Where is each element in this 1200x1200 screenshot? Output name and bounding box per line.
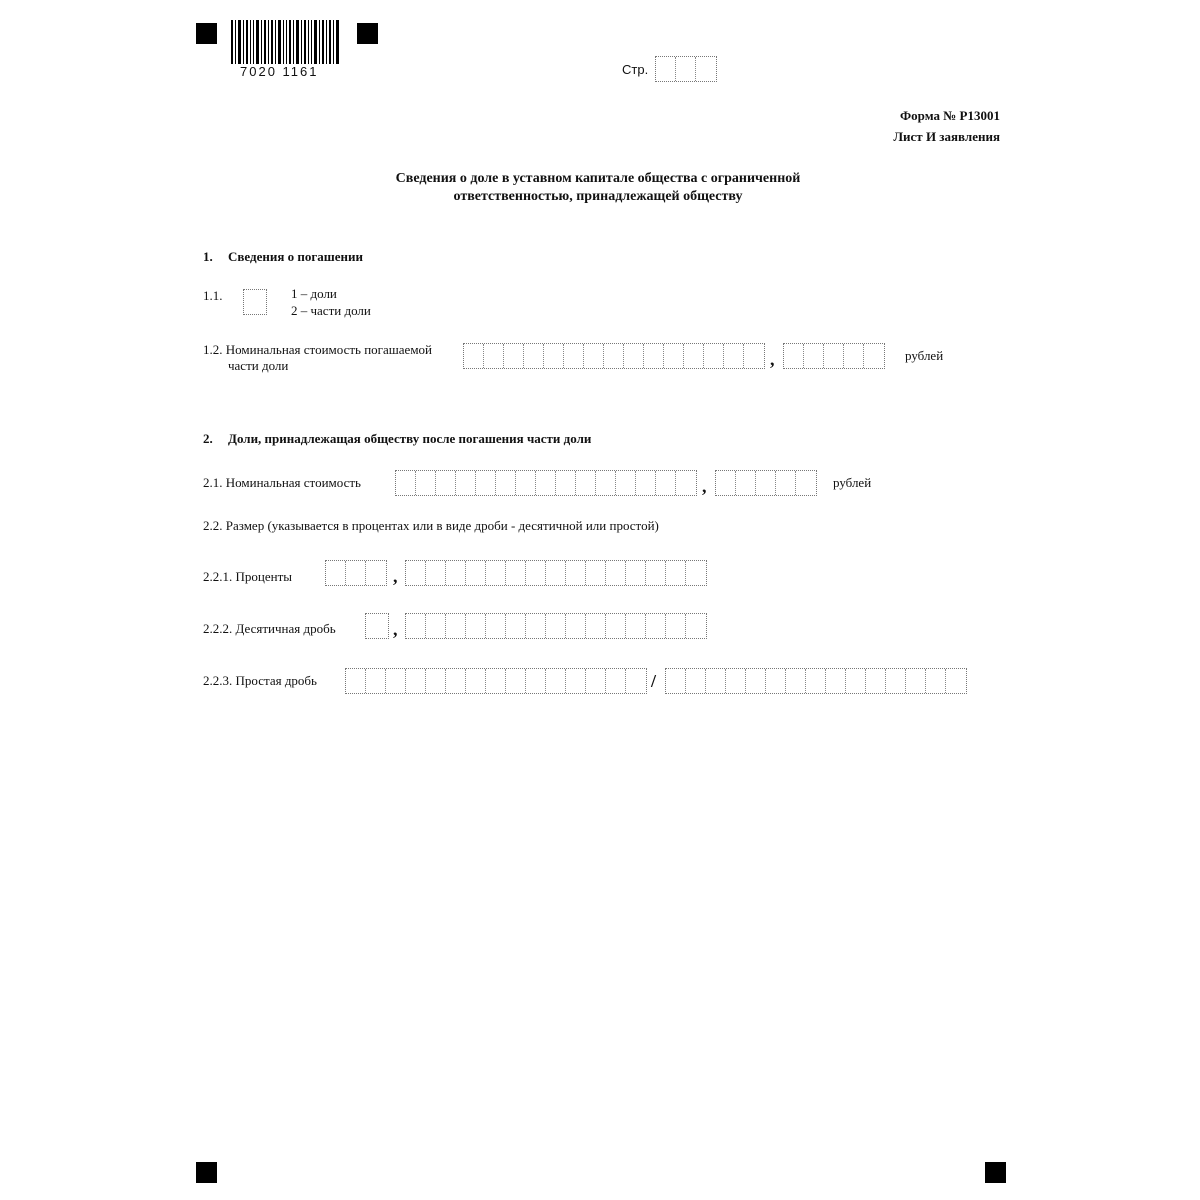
item-2-2-2-label: 2.2.2. Десятичная дробь (203, 621, 336, 636)
character-cell[interactable] (446, 669, 466, 693)
character-cell[interactable] (644, 344, 664, 368)
character-cell[interactable] (504, 344, 524, 368)
character-cell[interactable] (806, 669, 826, 693)
character-cell[interactable] (426, 561, 446, 585)
character-cell[interactable] (604, 344, 624, 368)
character-cell[interactable] (484, 344, 504, 368)
character-cell[interactable] (464, 344, 484, 368)
character-cell[interactable] (704, 344, 724, 368)
item-1-2-label-line-1: 1.2. Номинальная стоимость погашаемой (203, 342, 432, 357)
character-cell[interactable] (646, 614, 666, 638)
character-cell[interactable] (556, 471, 576, 495)
item-1-2-decimal-field[interactable] (783, 343, 885, 369)
character-cell[interactable] (426, 669, 446, 693)
item-2-2-2-integer-field[interactable] (365, 613, 389, 639)
character-cell[interactable] (486, 669, 506, 693)
item-2-1-decimal-field[interactable] (715, 470, 817, 496)
character-cell[interactable] (566, 561, 586, 585)
item-2-2-2-decimal-field[interactable] (405, 613, 707, 639)
character-cell[interactable] (526, 614, 546, 638)
character-cell[interactable] (624, 344, 644, 368)
character-cell[interactable] (626, 614, 646, 638)
item-2-2-label: 2.2. Размер (указывается в процентах или в виде дроби - десятичной или простой) (203, 518, 659, 533)
character-cell[interactable] (606, 561, 626, 585)
character-cell[interactable] (536, 471, 556, 495)
character-cell[interactable] (824, 344, 844, 368)
character-cell[interactable] (726, 669, 746, 693)
page-number-field[interactable] (655, 56, 717, 82)
character-cell[interactable] (864, 344, 884, 368)
item-2-2-1-label: 2.2.1. Проценты (203, 569, 292, 584)
character-cell[interactable] (646, 561, 666, 585)
item-2-1-label: 2.1. Номинальная стоимость (203, 475, 361, 490)
character-cell[interactable] (516, 471, 536, 495)
barcode-image (231, 20, 341, 66)
section-1-heading: Сведения о погашении (228, 249, 363, 264)
character-cell[interactable] (766, 669, 786, 693)
page-title-line-2: ответственностью, принадлежащей обществу (453, 189, 743, 204)
item-2-2-3-label: 2.2.3. Простая дробь (203, 673, 317, 688)
character-cell[interactable] (626, 669, 646, 693)
character-cell[interactable] (386, 669, 406, 693)
item-1-2-integer-field[interactable] (463, 343, 765, 369)
character-cell[interactable] (466, 614, 486, 638)
character-cell[interactable] (584, 344, 604, 368)
character-cell[interactable] (586, 561, 606, 585)
registration-marker-top-right (357, 23, 378, 44)
character-cell[interactable] (804, 344, 824, 368)
character-cell[interactable] (796, 471, 816, 495)
character-cell[interactable] (626, 561, 646, 585)
character-cell[interactable] (656, 57, 676, 81)
character-cell[interactable] (596, 471, 616, 495)
character-cell[interactable] (886, 669, 906, 693)
character-cell[interactable] (586, 669, 606, 693)
section-1-number: 1. (203, 249, 213, 264)
character-cell[interactable] (786, 669, 806, 693)
character-cell[interactable] (396, 471, 416, 495)
character-cell[interactable] (844, 344, 864, 368)
character-cell[interactable] (416, 471, 436, 495)
character-cell[interactable] (524, 344, 544, 368)
character-cell[interactable] (566, 614, 586, 638)
character-cell[interactable] (366, 669, 386, 693)
character-cell[interactable] (744, 344, 764, 368)
character-cell[interactable] (686, 669, 706, 693)
form-code-block (893, 105, 1000, 147)
registration-marker-top-left (196, 23, 217, 44)
character-cell[interactable] (456, 471, 476, 495)
character-cell[interactable] (784, 344, 804, 368)
character-cell[interactable] (676, 57, 696, 81)
page-title (300, 170, 896, 206)
character-cell[interactable] (846, 669, 866, 693)
character-cell[interactable] (326, 561, 346, 585)
character-cell[interactable] (426, 614, 446, 638)
character-cell[interactable] (606, 614, 626, 638)
item-1-2-separator: , (770, 349, 775, 369)
character-cell[interactable] (716, 471, 736, 495)
character-cell[interactable] (244, 290, 266, 314)
character-cell[interactable] (706, 669, 726, 693)
character-cell[interactable] (466, 561, 486, 585)
character-cell[interactable] (616, 471, 636, 495)
section-2-number: 2. (203, 431, 213, 446)
character-cell[interactable] (366, 561, 386, 585)
character-cell[interactable] (926, 669, 946, 693)
item-2-2-1-separator: , (393, 566, 398, 586)
section-2-heading: Доли, принадлежащая обществу после погашения части доли (228, 431, 592, 446)
character-cell[interactable] (636, 471, 656, 495)
character-cell[interactable] (746, 669, 766, 693)
character-cell[interactable] (506, 614, 526, 638)
character-cell[interactable] (406, 614, 426, 638)
character-cell[interactable] (866, 669, 886, 693)
character-cell[interactable] (446, 561, 466, 585)
barcode-number: 7020 1161 (240, 64, 319, 79)
character-cell[interactable] (486, 614, 506, 638)
item-2-2-3-separator: / (651, 671, 657, 691)
character-cell[interactable] (606, 669, 626, 693)
item-1-1-option-1: 1 – доли (291, 286, 337, 301)
character-cell[interactable] (506, 561, 526, 585)
character-cell[interactable] (496, 471, 516, 495)
character-cell[interactable] (346, 669, 366, 693)
character-cell[interactable] (676, 471, 696, 495)
character-cell[interactable] (566, 669, 586, 693)
character-cell[interactable] (366, 614, 388, 638)
character-cell[interactable] (684, 344, 704, 368)
character-cell[interactable] (506, 669, 526, 693)
character-cell[interactable] (686, 614, 706, 638)
character-cell[interactable] (946, 669, 966, 693)
item-1-2-label-line-2: части доли (228, 358, 289, 373)
page-number-label: Стр. (622, 62, 649, 77)
item-2-2-3-denominator-field[interactable] (665, 668, 967, 694)
sheet-label: Лист И заявления (893, 129, 1000, 144)
character-cell[interactable] (664, 344, 684, 368)
character-cell[interactable] (546, 561, 566, 585)
character-cell[interactable] (346, 561, 366, 585)
character-cell[interactable] (526, 669, 546, 693)
character-cell[interactable] (544, 344, 564, 368)
character-cell[interactable] (686, 561, 706, 585)
character-cell[interactable] (906, 669, 926, 693)
form-code: Форма № Р13001 (900, 108, 1000, 123)
item-2-1-unit: рублей (833, 475, 872, 490)
item-2-1-separator: , (702, 476, 707, 496)
character-cell[interactable] (564, 344, 584, 368)
item-1-1-option-2: 2 – части доли (291, 303, 371, 318)
item-2-2-3-numerator-field[interactable] (345, 668, 647, 694)
character-cell[interactable] (546, 614, 566, 638)
character-cell[interactable] (586, 614, 606, 638)
character-cell[interactable] (776, 471, 796, 495)
character-cell[interactable] (546, 669, 566, 693)
character-cell[interactable] (756, 471, 776, 495)
item-1-2-unit: рублей (905, 348, 944, 363)
character-cell[interactable] (656, 471, 676, 495)
page-title-line-1: Сведения о доле в уставном капитале общества с ограниченной (395, 171, 801, 186)
character-cell[interactable] (406, 669, 426, 693)
character-cell[interactable] (666, 669, 686, 693)
character-cell[interactable] (666, 561, 686, 585)
item-2-2-2-separator: , (393, 619, 398, 639)
item-1-1-field[interactable] (243, 289, 267, 315)
item-2-2-1-decimal-field[interactable] (405, 560, 707, 586)
character-cell[interactable] (486, 561, 506, 585)
item-2-1-integer-field[interactable] (395, 470, 697, 496)
character-cell[interactable] (406, 561, 426, 585)
character-cell[interactable] (696, 57, 716, 81)
character-cell[interactable] (526, 561, 546, 585)
character-cell[interactable] (476, 471, 496, 495)
character-cell[interactable] (666, 614, 686, 638)
character-cell[interactable] (446, 614, 466, 638)
character-cell[interactable] (736, 471, 756, 495)
character-cell[interactable] (826, 669, 846, 693)
registration-marker-bottom-left (196, 1162, 217, 1183)
item-1-1-number: 1.1. (203, 288, 223, 303)
character-cell[interactable] (724, 344, 744, 368)
character-cell[interactable] (576, 471, 596, 495)
registration-marker-bottom-right (985, 1162, 1006, 1183)
character-cell[interactable] (466, 669, 486, 693)
character-cell[interactable] (436, 471, 456, 495)
item-2-2-1-integer-field[interactable] (325, 560, 387, 586)
